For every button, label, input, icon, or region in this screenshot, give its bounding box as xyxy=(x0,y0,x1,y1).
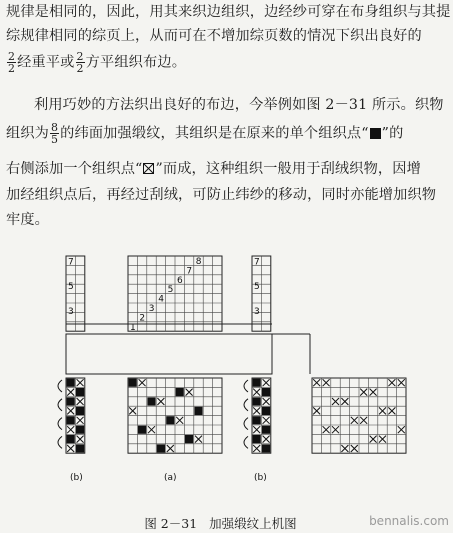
left-selvage-black-cell xyxy=(67,397,75,405)
right-selvage-black-cell xyxy=(262,388,270,396)
label-a: (a) xyxy=(164,473,177,483)
left-selvage-black-cell xyxy=(76,388,84,396)
paragraph-line-2: 综规律相同的综页上，从而可在不增加综页数的情况下织出良好的 xyxy=(6,28,422,44)
shed-arrow xyxy=(244,399,248,411)
paragraph-line-8: 牢度。 xyxy=(6,212,50,228)
right-selvage-black-cell xyxy=(262,407,270,415)
figure-caption-title: 加强缎纹上机图 xyxy=(209,516,297,531)
shed-arrow xyxy=(244,380,248,392)
shed-arrow xyxy=(244,418,248,430)
draft-number: 8 xyxy=(195,257,202,267)
strip-number: 7 xyxy=(68,257,74,268)
satin-black-cell xyxy=(176,388,184,396)
right-selvage-black-cell xyxy=(262,426,270,434)
strip-number: 3 xyxy=(68,307,74,317)
shed-arrow xyxy=(58,418,62,430)
satin-black-cell xyxy=(185,435,193,443)
paragraph-line-1: 规律是相同的，因此，用其来织边组织，边经纱可穿在布身组织与其提 xyxy=(6,4,451,20)
right-selvage-black-cell xyxy=(253,379,261,387)
draft-number: 5 xyxy=(167,285,174,296)
draft-number: 4 xyxy=(158,294,164,305)
label-b-left: (b) xyxy=(70,473,83,483)
paragraph-line-3: $\frac{2}{2}$ 经重平或 $\frac{2}{2}$ 方平组织布边。 xyxy=(8,50,187,75)
satin-black-cell xyxy=(147,397,155,405)
left-selvage-black-cell xyxy=(76,426,84,434)
label-b-right: (b) xyxy=(254,473,267,483)
threading-frame xyxy=(66,334,272,374)
shed-arrow xyxy=(58,380,62,392)
strip-number: 7 xyxy=(254,257,260,268)
satin-black-cell xyxy=(138,426,146,434)
right-selvage-black-cell xyxy=(253,397,261,405)
watermark: bennalis.com xyxy=(369,514,449,528)
fraction-2-2-b: $\frac{2}{2}$ xyxy=(76,50,84,75)
satin-black-cell xyxy=(166,416,174,424)
fraction-2-2: $\frac{2}{2}$ xyxy=(8,50,16,75)
satin-black-cell xyxy=(157,444,165,452)
figure-caption-number: 图 2－31 xyxy=(144,516,198,531)
fraction-8-5: $\frac{8}{5}$ xyxy=(51,121,59,146)
satin-black-cell xyxy=(129,379,137,387)
right-selvage-black-cell xyxy=(253,435,261,443)
strip-number: 5 xyxy=(68,282,74,293)
left-selvage-black-cell xyxy=(67,416,75,424)
strip-number: 3 xyxy=(254,307,260,317)
draft-number: 3 xyxy=(148,304,155,314)
left-selvage-black-cell xyxy=(67,435,75,443)
paragraph-line-4: 利用巧妙的方法织出良好的布边，今举例如图 2－31 所示。织物 xyxy=(34,97,444,113)
strip-number: 5 xyxy=(254,282,260,293)
shed-arrow xyxy=(58,436,62,448)
draft-number: 6 xyxy=(177,275,183,286)
satin-black-cell xyxy=(194,407,202,415)
right-selvage-black-cell xyxy=(253,416,261,424)
left-selvage-black-cell xyxy=(67,379,75,387)
right-selvage-black-cell xyxy=(262,444,270,452)
draft-number: 7 xyxy=(186,266,193,277)
paragraph-line-5: 组织为 $\frac{8}{5}$ 的纬面加强缎纹，其组织是在原来的单个组织点“ ”的 xyxy=(6,121,404,146)
left-selvage-black-cell xyxy=(76,407,84,415)
shed-arrow xyxy=(58,399,62,411)
left-selvage-black-cell xyxy=(76,444,84,452)
draft-number: 1 xyxy=(130,322,136,333)
draft-number: 2 xyxy=(139,313,146,324)
paragraph-line-6: 右侧添加一个组织点“ ”而成，这种组织一般用于刮绒织物，因增 xyxy=(6,161,421,177)
shed-arrow xyxy=(244,436,248,448)
paragraph-line-7: 加经组织点后，再经过刮绒，可防止纬纱的移动，同时亦能增加织物 xyxy=(6,187,437,203)
